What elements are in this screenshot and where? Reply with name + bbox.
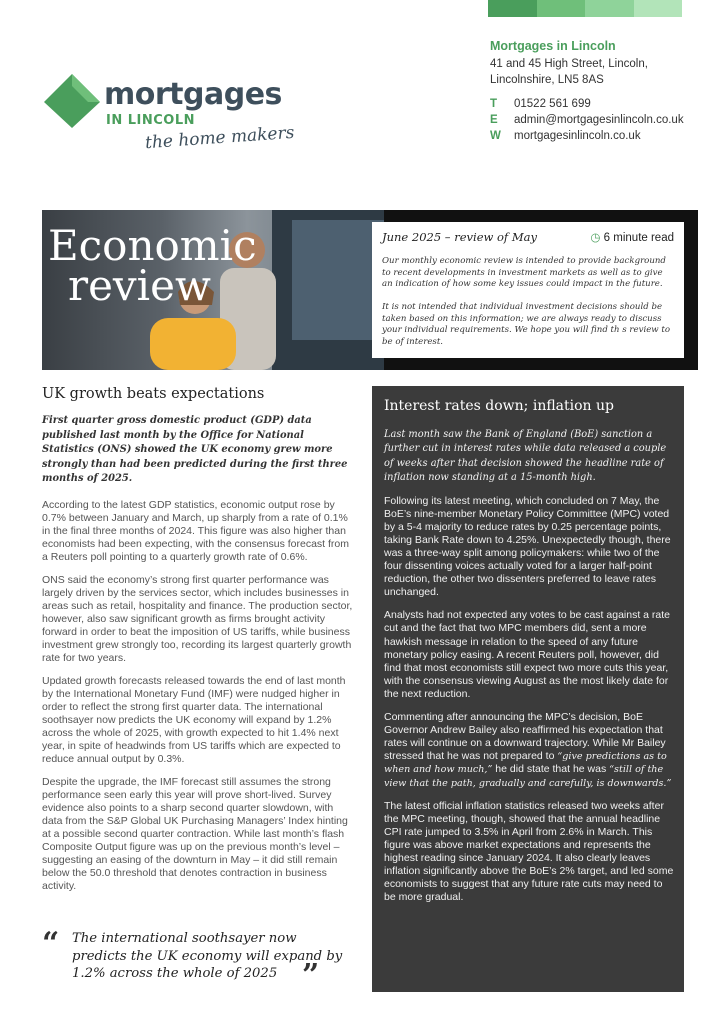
read-time — [590, 230, 674, 244]
address-line-1: 41 and 45 High Street, Lincoln, — [490, 58, 648, 70]
read-time-text: 6 minute read — [603, 232, 674, 244]
close-quote-mark: ” — [302, 958, 320, 993]
article-paragraph: Following its latest meeting, which concluded on 7 May, the BoE’s nine-member Monetary Policy Committee (MPC) voted by a 5-4 majority to reduce rates by 0.25 percentage points, taking Bank Rate down to 4.25%. Unexpectedly though, there was a three-way split among policymakers: while two of the four dissenting voices actually voted for a larger half-point reduction, the other two dissenters preferred to leave rates unchanged. — [384, 494, 671, 599]
review-intro-box — [372, 222, 684, 358]
article-paragraph: Despite the upgrade, the IMF forecast still assumes the strong performance seen early this year will prove short-lived. Survey evidence also points to a sharp second quarter slowdown, with data from the S&P Global UK Purchasing Managers’ Index hinting at a possible second quarter contraction. While last month’s flash Composite Output figure was up on the previous month’s level – suggesting an easing of the downturn in May – it did still remain below the 50.0 threshold that denotes contraction in business activity. — [42, 775, 348, 892]
phone-number[interactable]: 01522 561 699 — [514, 98, 591, 110]
hero-title — [48, 221, 257, 310]
company-name: Mortgages in Lincoln — [490, 39, 616, 53]
stripe-segment — [585, 0, 634, 17]
intro-paragraph-1: Our monthly economic review is intended to provide background to recent developments in investment markets as well as to give an indication of how some key issues could impact in the future. — [382, 256, 666, 290]
top-accent-stripe — [488, 0, 682, 17]
paragraph-text: Commenting after announcing the MPC’s decision, BoE Governor Andrew Bailey also reaffirmed his expectation that rates will continue on a downward trajectory. While Mr Bailey stressed that he was not prepared to — [384, 711, 666, 763]
contact-block — [490, 38, 710, 144]
article-intro: First quarter gross domestic product (GDP) data published last month by the Office for National Statistics (ONS) showed the UK economy grew more strongly than had been predicted during the first three months of 2025. — [42, 415, 348, 485]
stripe-segment — [488, 0, 537, 17]
article-paragraph: ONS said the economy’s strong first quarter performance was largely driven by the services sector, which includes businesses in areas such as retail, hospitality and finance. The production sector, however, also saw significant growth as firms brought activity forward in order to beat the imposition of US tariffs, while business investment grew strongly too, recording its largest quarterly growth rate for two years. — [42, 573, 353, 664]
issue-date: June 2025 – review of May — [382, 230, 537, 244]
article-paragraph: Analysts had not expected any votes to be cast against a rate cut and the fact that two MPC members did, sent a more hawkish message in relation to the speed of any future monetary policy easing. A recent Reuters poll, however, did find that most economists still expect two more cuts this year, with the consensus viewing August as the most likely date for the next reduction. — [384, 609, 671, 700]
inline-quote: “still of the view that the path, gradually and carefully, is downwards.” — [384, 764, 672, 789]
stripe-segment — [537, 0, 586, 17]
email-link[interactable]: admin@mortgagesinlincoln.co.uk — [514, 114, 684, 126]
email-label: E — [490, 114, 498, 126]
interest-rates-article — [372, 386, 684, 992]
phone-row — [490, 96, 710, 112]
article-paragraph: Updated growth forecasts released towards the end of last month by the International Monetary Fund (IMF) were nudged higher in order to reflect the strong first quarter data. The international soothsayer now predicts the UK economy will expand by 1.2% across the whole of 2025, with growth expected to hit 1.4% next year, in spite of headwinds from US tariffs which are expected to reduce annual output by 0.3%. — [42, 674, 346, 765]
open-quote-mark: “ — [42, 926, 60, 961]
web-label: W — [490, 130, 501, 142]
article-paragraph: According to the latest GDP statistics, economic output rose by 0.7% between January and March, up sharply from a rate of 0.1% in the final three months of 2024. This figure was also higher than economists had been expecting, with the consensus forecast from a Reuters poll pointing to a quarterly growth rate of 0.6%. — [42, 498, 350, 563]
address-line-2: Lincolnshire, LN5 8AS — [490, 74, 604, 86]
article-paragraph — [384, 711, 674, 790]
paragraph-text: he did state that he was — [492, 763, 610, 776]
inline-quote: “give predictions as to when and how much,” — [384, 751, 667, 776]
hero-title-line-2: review — [68, 261, 211, 310]
stripe-segment — [634, 0, 683, 17]
article-paragraph: The latest official inflation statistics released two weeks after the MPC meeting, though, showed that the annual headline CPI rate jumped to 3.5% in April from 2.6% in March. This figure was above market expectations and represents the highest reading since January 2024. It also clearly leaves inflation significantly above the BoE’s 2% target, and led some economists to suggest that any future rate cuts may need to be more gradual. — [384, 799, 674, 904]
article-intro: Last month saw the Bank of England (BoE) sanction a further cut in interest rates while data released a couple of weeks after that decision showed the headline rate of inflation now standing at a 15-month high. — [384, 429, 667, 484]
phone-label: T — [490, 98, 498, 110]
hero-title-line-1: Economic — [48, 221, 257, 270]
house-logo-icon — [44, 72, 100, 128]
pull-quote-text: The international soothsayer now predicts the UK economy will expand by 1.2% across the whole of 2025 — [72, 931, 343, 981]
logo-tagline: the home makers — [144, 122, 295, 154]
clock-icon: ◷ — [590, 232, 601, 244]
logo-subtitle: IN LINCOLN — [106, 113, 195, 128]
article-heading: Interest rates down; inflation up — [384, 398, 614, 414]
web-link[interactable]: mortgagesinlincoln.co.uk — [514, 130, 641, 142]
pull-quote — [42, 926, 354, 993]
intro-paragraph-2: It is not intended that individual investment decisions should be taken based on this information; we are always ready to discuss your individual requirements. We hope you will find th s review to be of interest. — [382, 302, 671, 347]
email-row — [490, 112, 710, 128]
logo-wordmark: mortgages — [104, 77, 282, 112]
web-row — [490, 128, 710, 144]
uk-growth-article — [42, 386, 354, 903]
article-heading: UK growth beats expectations — [42, 386, 265, 402]
